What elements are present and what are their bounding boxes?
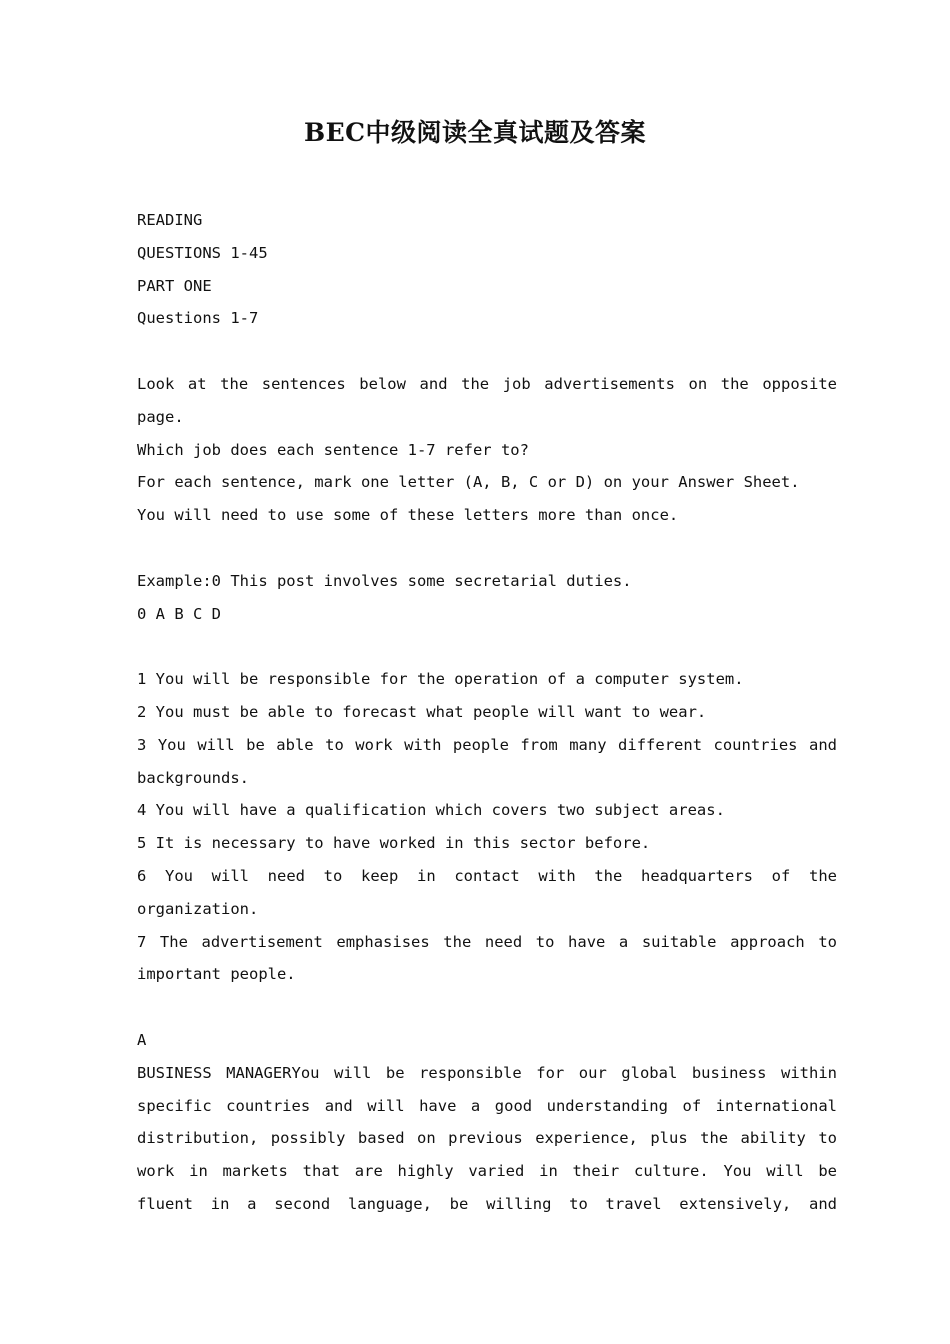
- spacer: [137, 335, 837, 368]
- document-body: [137, 204, 837, 1221]
- advertisement-text-line: fluent in a second language, be willing to travel extensively, and: [137, 1194, 837, 1213]
- spacer: [137, 991, 837, 1024]
- example-sentence: Example:0 This post involves some secretarial duties.: [137, 571, 632, 590]
- instruction-line: For each sentence, mark one letter (A, B, C or D) on your Answer Sheet.: [137, 473, 800, 492]
- questions-range-heading: QUESTIONS 1-45: [137, 243, 268, 262]
- advertisement-text-line: specific countries and will have a good understanding of international: [137, 1096, 837, 1115]
- example-options: 0 A B C D: [137, 604, 221, 623]
- questions-subrange: Questions 1-7: [137, 309, 259, 328]
- instruction-line: Which job does each sentence 1-7 refer to?: [137, 440, 529, 459]
- section-heading: READING: [137, 211, 203, 229]
- instruction-line: You will need to use some of these letters more than once.: [137, 506, 679, 525]
- question-6-continued: organization.: [137, 899, 259, 918]
- part-heading: PART ONE: [137, 276, 212, 295]
- question-5: 5 It is necessary to have worked in this sector before.: [137, 834, 651, 853]
- spacer: [137, 532, 837, 565]
- question-3-continued: backgrounds.: [137, 768, 249, 787]
- advertisement-text-line: work in markets that are highly varied in their culture. You will be: [137, 1162, 837, 1181]
- question-7: 7 The advertisement emphasises the need to have a suitable approach to: [137, 932, 837, 951]
- advertisement-letter: A: [137, 1030, 147, 1049]
- question-1: 1 You will be responsible for the operation of a computer system.: [137, 670, 744, 689]
- question-4: 4 You will have a qualification which covers two subject areas.: [137, 801, 725, 820]
- instruction-line: page.: [137, 407, 184, 426]
- instruction-line: Look at the sentences below and the job advertisements on the opposite: [137, 374, 837, 393]
- page-title: BEC中级阅读全真试题及答案: [303, 118, 647, 147]
- question-7-continued: important people.: [137, 965, 296, 984]
- spacer: [137, 630, 837, 663]
- advertisement-text-line: distribution, possibly based on previous experience, plus the ability to: [137, 1129, 837, 1148]
- question-3: 3 You will be able to work with people from many different countries and: [137, 735, 837, 754]
- question-6: 6 You will need to keep in contact with the headquarters of the: [137, 866, 837, 885]
- question-2: 2 You must be able to forecast what people will want to wear.: [137, 702, 707, 721]
- advertisement-text-line: BUSINESS MANAGERYou will be responsible for our global business within: [137, 1063, 837, 1082]
